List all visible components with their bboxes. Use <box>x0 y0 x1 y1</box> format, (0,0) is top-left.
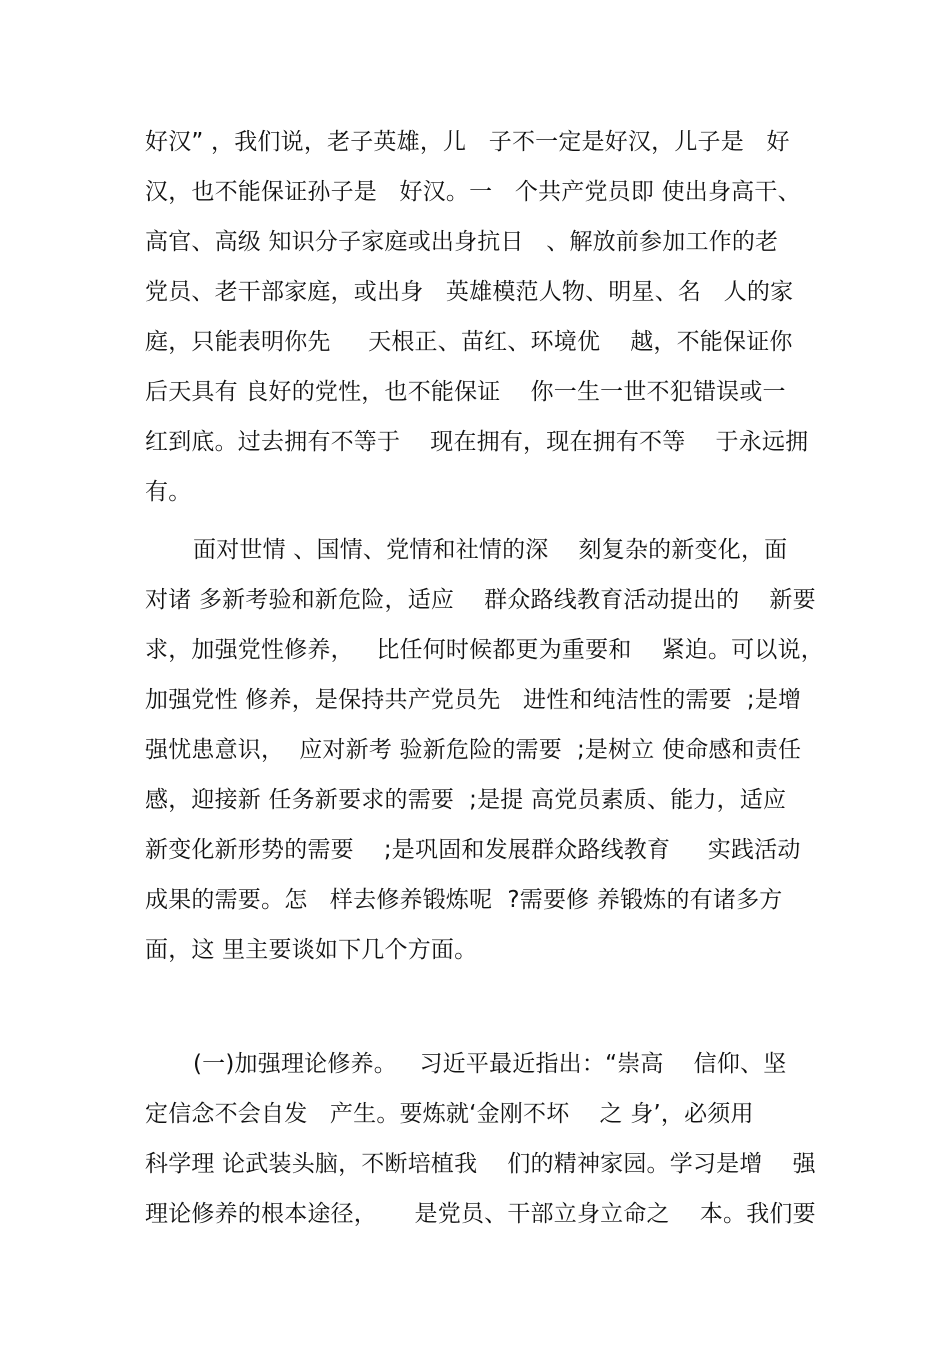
paragraph-2-line-4: 加强党性 修养，是保持共产党员先 进性和纯洁性的需要 ;是增 <box>145 687 802 713</box>
paragraph-1-line-8: 有。 <box>145 479 192 505</box>
paragraph-3-line-4: 理论修养的根本途径， 是党员、干部立身立命之 本。我们要 <box>145 1201 816 1227</box>
paragraph-1-line-2: 汉，也不能保证孙子是 好汉。一 个共产党员即 使出身高干、 <box>145 179 801 205</box>
paragraph-2-line-1: 面对世情 、国情、党情和社情的深 刻复杂的新变化，面 <box>193 537 788 563</box>
paragraph-3-line-2: 定信念不会自发 产生。要炼就‘金刚不坏 之 身’，必须用 <box>145 1101 754 1127</box>
paragraph-2-line-7: 新变化新形势的需要 ;是巩固和发展群众路线教育 实践活动 <box>145 837 801 863</box>
paragraph-2-line-8: 成果的需要。怎 样去修养锻炼呢 ?需要修 养锻炼的有诸多方 <box>145 887 783 913</box>
paragraph-2-line-2: 对诸 多新考验和新危险，适应 群众路线教育活动提出的 新要 <box>145 587 816 613</box>
paragraph-1-line-4: 党员、老干部家庭，或出身 英雄模范人物、明星、名 人的家 <box>145 279 794 305</box>
paragraph-3-line-1: (一)加强理论修养。 习近平最近指出：“崇高 信仰、坚 <box>193 1051 787 1077</box>
paragraph-2-line-5: 强忧患意识， 应对新考 验新危险的需要 ;是树立 使命感和责任 <box>145 737 802 763</box>
paragraph-2-line-6: 感，迎接新 任务新要求的需要 ;是提 高党员素质、能力，适应 <box>145 787 787 813</box>
paragraph-1-line-3: 高官、高级 知识分子家庭或出身抗日 、解放前参加工作的老 <box>145 229 779 255</box>
paragraph-2-line-3: 求，加强党性修养， 比任何时候都更为重要和 紧迫。可以说， <box>145 637 824 663</box>
paragraph-1-line-7: 红到底。过去拥有不等于 现在拥有，现在拥有不等 于永远拥 <box>145 429 809 455</box>
paragraph-1-line-6: 后天具有 良好的党性，也不能保证 你一生一世不犯错误或一 <box>145 379 786 405</box>
paragraph-1-line-1: 好汉” ，我们说，老子英雄，儿 子不一定是好汉，儿子是 好 <box>145 129 790 155</box>
paragraph-3-line-3: 科学理 论武装头脑，不断培植我 们的精神家园。学习是增 强 <box>145 1151 816 1177</box>
paragraph-1-line-5: 庭，只能表明你先 天根正、苗红、环境优 越，不能保证你 <box>145 329 793 355</box>
paragraph-2-line-9: 面，这 里主要谈如下几个方面。 <box>145 937 478 963</box>
